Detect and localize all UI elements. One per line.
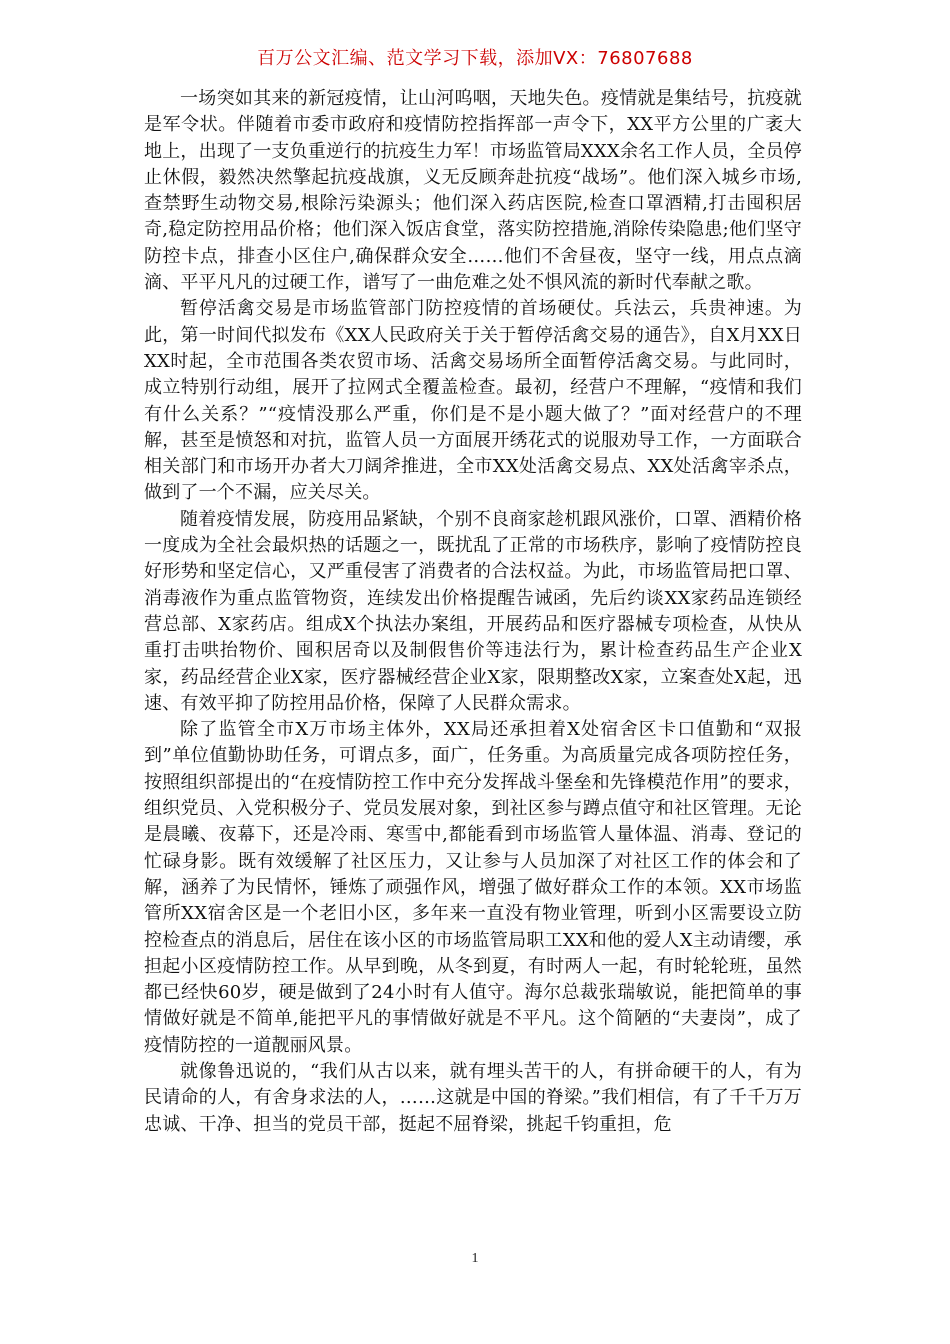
body-text: [144, 86, 802, 1138]
paragraph-2: 暂停活禽交易是市场监管部门防控疫情的首场硬仗。兵法云，兵贵神速。为此，第一时间代拟发布《XX人民政府关于关于暂停活禽交易的通告》，自X月XX日XX时起，全市范围各类农贸市场、活禽交易场所全面暂停活禽交易。与此同时，成立特别行动组，展开了拉网式全覆盖检查。最初，经营户不理解，“疫情和我们有什么关系？”“疫情没那么严重，你们是不是小题大做了？”面对经营户的不理解，甚至是愤怒和对抗，监管人员一方面展开绣花式的说服劝导工作，一方面联合相关部门和市场开办者大刀阔斧推进，全市XX处活禽交易点、XX处活禽宰杀点，做到了一个不漏，应关尽关。: [144, 298, 802, 504]
page-number: 1: [471, 1251, 479, 1266]
paragraph-1: 一场突如其来的新冠疫情，让山河呜咽，天地失色。疫情就是集结号，抗疫就是军令状。伴随着市委市政府和疫情防控指挥部一声令下，XX平方公里的广袤大地上，出现了一支负重逆行的抗疫生力军！市场监管局XXX余名工作人员，全员停止休假，毅然决然擎起抗疫战旗，义无反顾奔赴抗疫“战场”。他们深入城乡市场,查禁野生动物交易,根除污染源头；他们深入药店医院,检查口罩酒精,打击囤积居奇,稳定防控用品价格；他们深入饭店食堂，落实防控措施,消除传染隐患;他们坚守防控卡点，排查小区住户,确保群众安全……他们不舍昼夜，坚守一线，用点点滴滴、平平凡凡的过硬工作，谱写了一曲危难之处不惧风流的新时代奉献之歌。: [144, 88, 802, 294]
paragraph-3: 随着疫情发展，防疫用品紧缺，个别不良商家趁机跟风涨价，口罩、酒精价格一度成为全社会最炽热的话题之一，既扰乱了正常的市场秩序，影响了疫情防控良好形势和坚定信心，又严重侵害了消费者的合法权益。为此，市场监管局把口罩、消毒液作为重点监管物资，连续发出价格提醒告诫函，先后约谈XX家药品连锁经营总部、X家药店。组成X个执法办案组，开展药品和医疗器械专项检查，从快从重打击哄抬物价、囤积居奇以及制假售价等违法行为，累计检查药品生产企业X家，药品经营企业X家，医疗器械经营企业X家，限期整改X家，立案查处X起，迅速、有效平抑了防控用品价格，保障了人民群众需求。: [144, 508, 802, 714]
header-banner: 百万公文汇编、范文学习下载，添加VX：76807688: [257, 48, 693, 69]
paragraph-5: 就像鲁迅说的，“我们从古以来，就有埋头苦干的人，有拼命硬干的人，有为民请命的人，有舍身求法的人，……这就是中国的脊梁。”我们相信，有了千千万万忠诚、干净、担当的党员干部，挺起不屈脊梁，挑起千钧重担，危: [144, 1060, 802, 1135]
paragraph-4: 除了监管全市X万市场主体外，XX局还承担着X处宿舍区卡口值勤和“双报到”单位值勤协助任务，可谓点多，面广，任务重。为高质量完成各项防控任务，按照组织部提出的“在疫情防控工作中充分发挥战斗堡垒和先锋模范作用”的要求，组织党员、入党积极分子、党员发展对象，到社区参与蹲点值守和社区管理。无论是晨曦、夜幕下，还是冷雨、寒雪中,都能看到市场监管人量体温、消毒、登记的忙碌身影。既有效缓解了社区压力，又让参与人员加深了对社区工作的体会和了解，涵养了为民情怀，锤炼了顽强作风，增强了做好群众工作的本领。XX市场监管所XX宿舍区是一个老旧小区，多年来一直没有物业管理，听到小区需要设立防控检查点的消息后，居住在该小区的市场监管局职工XX和他的爱人X主动请缨，承担起小区疫情防控工作。从早到晚，从冬到夏，有时两人一起，有时轮轮班，虽然都已经快60岁，硬是做到了24小时有人值守。海尔总裁张瑞敏说，能把简单的事情做好就是不简单,能把平凡的事情做好就是不平凡。这个简陋的“夫妻岗”，成了疫情防控的一道靓丽风景。: [144, 719, 802, 1056]
